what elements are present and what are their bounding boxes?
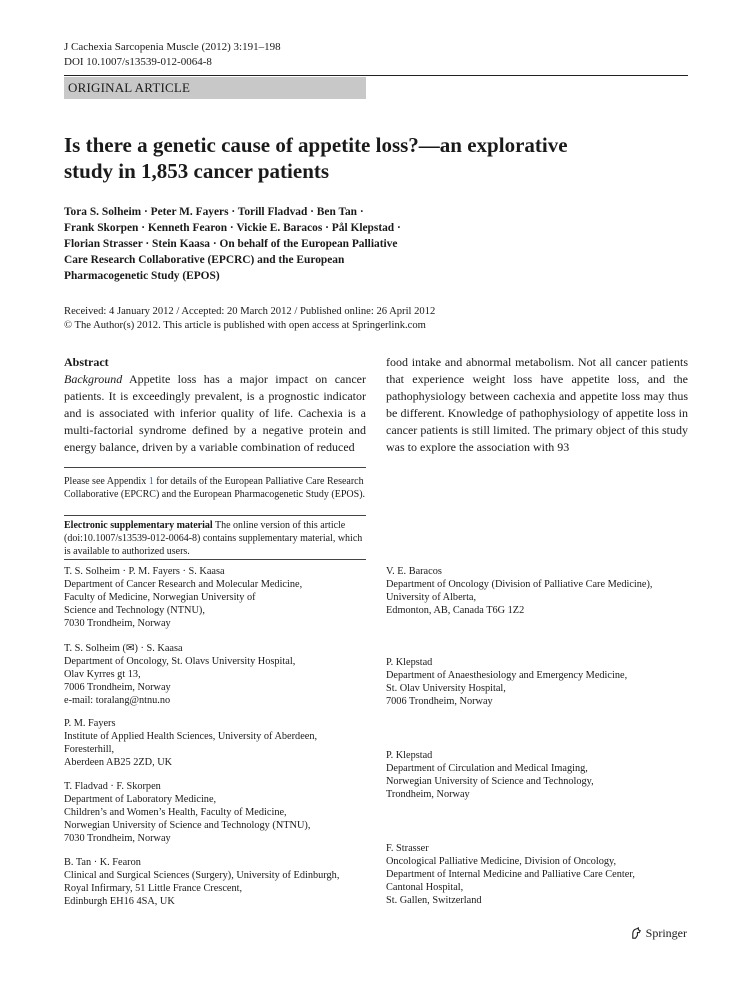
affiliation-line: 7030 Trondheim, Norway — [64, 618, 171, 629]
affiliation-line: Oncological Palliative Medicine, Division of Oncology, — [386, 856, 617, 867]
affiliation-block — [64, 717, 366, 769]
affiliation-line: Norwegian University of Science and Technology (NTNU), — [64, 820, 311, 831]
article-type-banner: ORIGINAL ARTICLE — [64, 77, 366, 99]
affiliation-line: Cantonal Hospital, — [386, 882, 464, 893]
affiliation-block — [386, 656, 688, 708]
affiliation-line: Department of Cancer Research and Molecular Medicine, — [64, 579, 303, 590]
affiliation-line: Department of Anaesthesiology and Emergency Medicine, — [386, 670, 628, 681]
received-line: Received: 4 January 2012 / Accepted: 20 March 2012 / Published online: 26 April 2012 — [64, 306, 436, 317]
abstract-heading: Abstract — [64, 355, 109, 369]
publisher-logo — [630, 926, 687, 941]
background-label: Background — [64, 372, 123, 386]
esm-label: Electronic supplementary material — [64, 520, 213, 531]
affiliation-line: Institute of Applied Health Sciences, University of Aberdeen, — [64, 731, 318, 742]
affiliation-line: Clinical and Surgical Sciences (Surgery), University of Edinburgh, — [64, 870, 340, 881]
affiliation-line: F. Strasser — [386, 843, 429, 854]
affiliation-block — [386, 565, 688, 617]
affiliation-line: Department of Internal Medicine and Palliative Care Center, — [386, 869, 635, 880]
affiliation-line: 7006 Trondheim, Norway — [386, 696, 493, 707]
affiliation-line: P. Klepstad — [386, 657, 433, 668]
esm-note — [64, 519, 366, 558]
abstract-text-right: food intake and abnormal metabolism. Not all cancer patients that experience weight loss have appetite loss, and the pathophysiology between cachexia and appetite loss may thus be different. Knowledge of pathophysiology of appetite loss in cancer patients is still limited. The primary object of this study was to explore the association with 93 — [386, 355, 688, 454]
appendix-note-text: Please see Appendix — [64, 476, 149, 487]
author-line: Pharmacogenetic Study (EPOS) — [64, 270, 220, 282]
affiliation-block — [386, 749, 688, 801]
affiliation-line: Norwegian University of Science and Technology, — [386, 776, 594, 787]
affiliation-line: Aberdeen AB25 2ZD, UK — [64, 757, 173, 768]
author-line: Care Research Collaborative (EPCRC) and the European — [64, 254, 345, 266]
affiliation-line: Science and Technology (NTNU), — [64, 605, 205, 616]
affiliation-line: T. S. Solheim (✉) · S. Kaasa — [64, 643, 183, 654]
affiliation-line: Edinburgh EH16 4SA, UK — [64, 896, 175, 907]
author-list — [64, 204, 464, 284]
affiliation-line: V. E. Baracos — [386, 566, 442, 577]
email-link[interactable]: e-mail: toralang@ntnu.no — [64, 695, 171, 706]
affiliation-line: University of Alberta, — [386, 592, 477, 603]
affiliation-block — [64, 780, 366, 845]
affiliation-line: Department of Laboratory Medicine, — [64, 794, 217, 805]
author-line: Florian Strasser · Stein Kaasa · On behalf of the European Palliative — [64, 238, 398, 250]
affiliation-line: T. S. Solheim · P. M. Fayers · S. Kaasa — [64, 566, 225, 577]
affiliation-line: Trondheim, Norway — [386, 789, 470, 800]
article-title — [64, 132, 664, 184]
springer-horse-icon — [630, 927, 643, 940]
affiliation-line: Department of Oncology, St. Olavs University Hospital, — [64, 656, 296, 667]
abstract-column-left — [64, 354, 366, 456]
esm-text: The online version of this article (doi:10.1007/s13539-012-0064-8) contains supplementary material, which is available to authorized users. — [64, 520, 363, 557]
journal-citation: J Cachexia Sarcopenia Muscle (2012) 3:191–198 — [64, 41, 281, 53]
appendix-note-text: for details of the European Palliative Care Research Collaborative (EPCRC) and the European Pharmacogenetic Study (EPOS). — [64, 476, 366, 500]
copyright-icon: © — [64, 319, 73, 331]
affiliation-line: P. M. Fayers — [64, 718, 116, 729]
affiliation-line: P. Klepstad — [386, 750, 433, 761]
journal-header — [64, 40, 281, 70]
author-line: Tora S. Solheim · Peter M. Fayers · Torill Fladvad · Ben Tan · — [64, 206, 364, 218]
affiliation-line: Edmonton, AB, Canada T6G 1Z2 — [386, 605, 525, 616]
affiliation-block — [64, 642, 366, 707]
affiliation-line: Children’s and Women’s Health, Faculty of Medicine, — [64, 807, 287, 818]
abstract-text-left: Appetite loss has a major impact on cancer patients. It is exceedingly prevalent, is a prognostic indicator and is associated with inferior quality of life. Cachexia is a multi-factorial syndrome defined by a negative protein and energy balance, driven by a variable combination of reduced — [64, 372, 366, 454]
publisher-name: Springer — [645, 926, 687, 940]
affiliation-block — [386, 842, 688, 907]
affiliation-line: Department of Circulation and Medical Imaging, — [386, 763, 588, 774]
affiliation-line: Royal Infirmary, 51 Little France Crescent, — [64, 883, 243, 894]
affiliation-line: 7006 Trondheim, Norway — [64, 682, 171, 693]
affiliation-line: 7030 Trondheim, Norway — [64, 833, 171, 844]
affiliation-line: Olav Kyrres gt 13, — [64, 669, 141, 680]
copyright-text: The Author(s) 2012. This article is published with open access at Springerlink.com — [74, 319, 426, 331]
abstract-column-right — [386, 354, 688, 456]
copyright-line — [64, 319, 664, 333]
affiliation-line: B. Tan · K. Fearon — [64, 857, 141, 868]
affiliation-line: St. Gallen, Switzerland — [386, 895, 482, 906]
appendix-note — [64, 475, 366, 501]
footnote-rule — [64, 467, 366, 468]
note-divider — [64, 515, 366, 516]
header-rule — [64, 75, 688, 76]
affiliation-line: T. Fladvad · F. Skorpen — [64, 781, 161, 792]
affiliation-rule — [64, 559, 366, 560]
doi: DOI 10.1007/s13539-012-0064-8 — [64, 56, 212, 68]
affiliation-block — [64, 565, 366, 630]
title-line-1: Is there a genetic cause of appetite loss?—an explorative — [64, 133, 568, 157]
affiliation-line: Foresterhill, — [64, 744, 115, 755]
affiliation-line: St. Olav University Hospital, — [386, 683, 506, 694]
affiliation-block — [64, 856, 366, 908]
title-line-2: study in 1,853 cancer patients — [64, 159, 330, 183]
affiliation-line: Faculty of Medicine, Norwegian University of — [64, 592, 256, 603]
appendix-link[interactable]: 1 — [148, 476, 154, 487]
publication-dates — [64, 305, 664, 332]
author-line: Frank Skorpen · Kenneth Fearon · Vickie E. Baracos · Pål Klepstad · — [64, 222, 401, 234]
affiliation-line: Department of Oncology (Division of Palliative Care Medicine), — [386, 579, 653, 590]
